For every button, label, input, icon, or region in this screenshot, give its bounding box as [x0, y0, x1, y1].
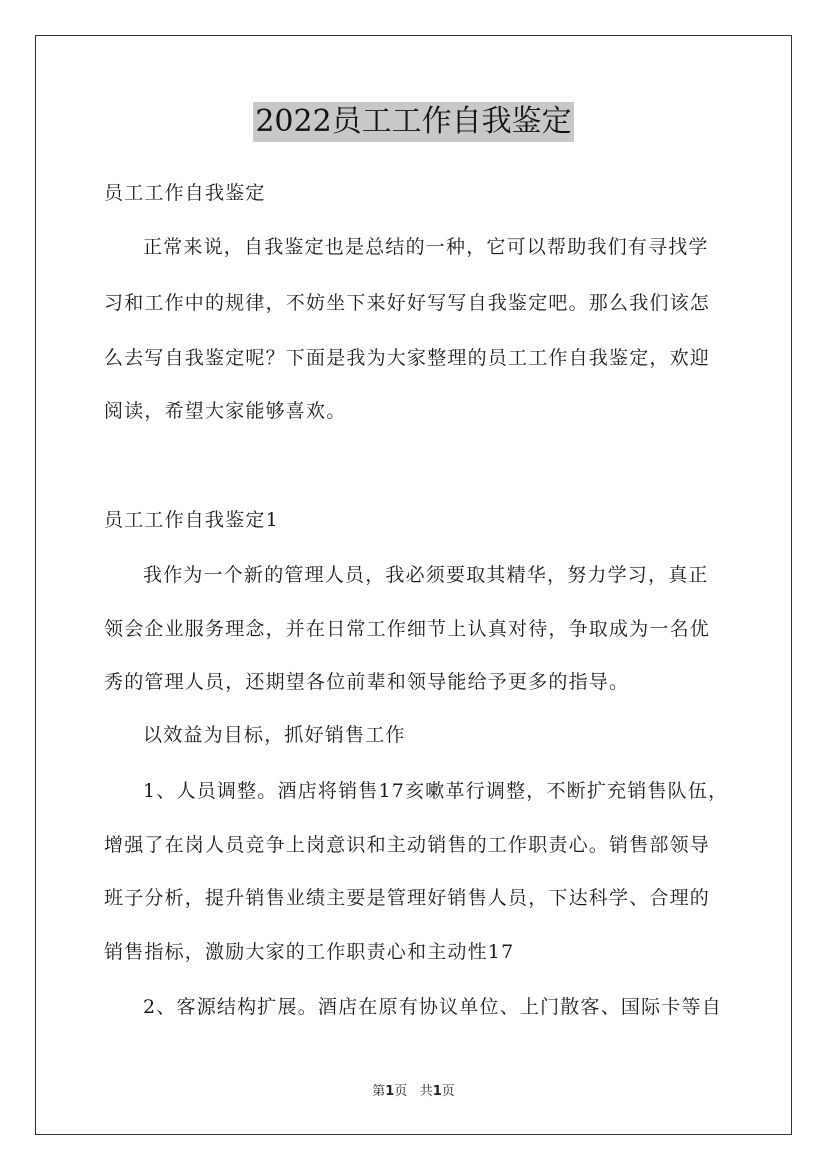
section-heading: 员工工作自我鉴定1 [104, 509, 279, 531]
paragraph-line: 以效益为目标，抓好销售工作 [143, 724, 406, 746]
page-total: 1 [432, 1084, 442, 1099]
page-prefix: 第 [372, 1084, 386, 1099]
paragraph-line: 1、人员调整。酒店将销售17亥嗽革行调整，不断扩充销售队伍， [143, 780, 729, 802]
paragraph-line: 2、客源结构扩展。酒店在原有协议单位、上门散客、国际卡等自 [143, 996, 722, 1018]
paragraph-line: 秀的管理人员，还期望各位前辈和领导能给予更多的指导。 [104, 671, 630, 693]
total-suffix: 页 [441, 1084, 455, 1099]
page-current: 1 [385, 1084, 395, 1099]
title-container [0, 102, 827, 142]
page-footer [0, 1083, 827, 1101]
subtitle: 员工工作自我鉴定 [104, 182, 266, 204]
paragraph-line: 么去写自我鉴定呢？下面是我为大家整理的员工工作自我鉴定，欢迎 [104, 347, 711, 369]
paragraph-line: 销售指标，激励大家的工作职责心和主动性17 [104, 941, 515, 963]
page-suffix: 页 [394, 1084, 408, 1099]
paragraph-line: 增强了在岗人员竞争上岗意识和主动销售的工作职责心。销售部领导 [104, 834, 711, 856]
paragraph-line: 领会企业服务理念，并在日常工作细节上认真对待，争取成为一名优 [104, 618, 711, 640]
paragraph-line: 我作为一个新的管理人员，我必须要取其精华，努力学习，真正 [143, 564, 709, 586]
paragraph-line: 正常来说，自我鉴定也是总结的一种，它可以帮助我们有寻找学 [143, 236, 709, 258]
total-prefix: 共 [419, 1084, 433, 1099]
paragraph-line: 习和工作中的规律，不妨坐下来好好写写自我鉴定吧。那么我们该怎 [104, 292, 711, 314]
document-title: 2022员工工作自我鉴定 [253, 102, 573, 142]
paragraph-line: 阅读，希望大家能够喜欢。 [104, 400, 347, 422]
paragraph-line: 班子分析，提升销售业绩主要是管理好销售人员，下达科学、合理的 [104, 887, 711, 909]
